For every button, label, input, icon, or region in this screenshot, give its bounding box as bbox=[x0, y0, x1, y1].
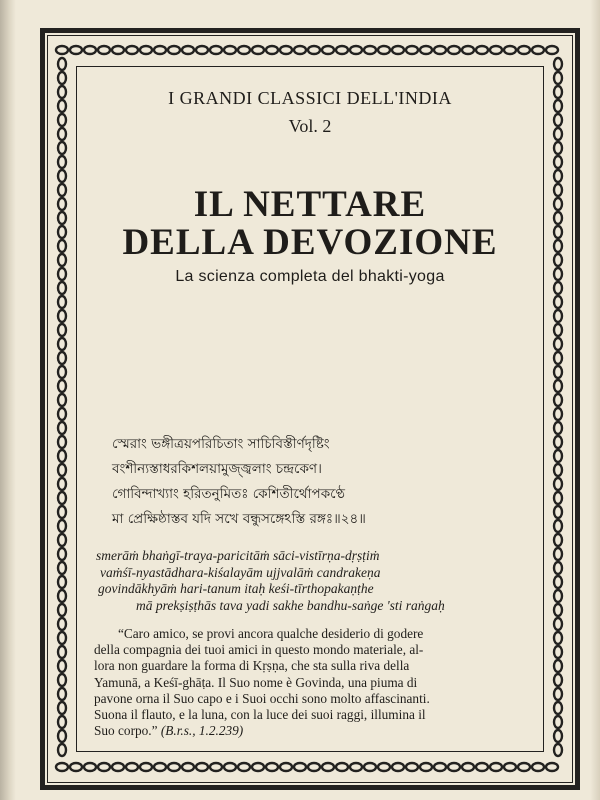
transliteration-line: govindākhyāṁ hari-tanum itaḥ keśi-tīrthopakaṇṭhe bbox=[98, 581, 374, 596]
chain-link bbox=[308, 46, 320, 54]
chain-link bbox=[554, 72, 562, 84]
chain-link bbox=[58, 492, 66, 504]
chain-link bbox=[434, 46, 446, 54]
chain-link bbox=[58, 72, 66, 84]
book-title-line-1: IL NETTARE bbox=[193, 184, 427, 225]
chain-link bbox=[58, 632, 66, 644]
chain-link bbox=[554, 604, 562, 616]
chain-link bbox=[58, 142, 66, 154]
bengali-verse bbox=[112, 432, 532, 532]
chain-link bbox=[58, 254, 66, 266]
chain-link bbox=[58, 184, 66, 196]
chain-link bbox=[554, 100, 562, 112]
chain-link bbox=[554, 58, 562, 70]
bengali-verse-line: বংশীন্যস্তাধরকিশলয়ামুজ্জ্বলাং চন্দ্রকেণ। bbox=[112, 461, 322, 477]
chain-link bbox=[554, 198, 562, 210]
chain-link bbox=[518, 46, 530, 54]
chain-link bbox=[58, 450, 66, 462]
chain-link bbox=[126, 46, 138, 54]
chain-link bbox=[126, 763, 138, 771]
chain-link bbox=[58, 352, 66, 364]
translation-line: lora non guardare la forma di Kṛṣṇa, che sta sulla riva della bbox=[94, 658, 410, 674]
chain-link bbox=[252, 46, 264, 54]
chain-link bbox=[518, 763, 530, 771]
chain-link bbox=[546, 46, 558, 54]
chain-link bbox=[554, 212, 562, 224]
chain-link bbox=[58, 380, 66, 392]
chain-link bbox=[84, 46, 96, 54]
chain-link bbox=[196, 763, 208, 771]
chain-link bbox=[378, 46, 390, 54]
chain-link bbox=[322, 46, 334, 54]
chain-link bbox=[58, 408, 66, 420]
chain-link bbox=[504, 763, 516, 771]
verse-reference: (B.r.s., 1.2.239) bbox=[160, 723, 244, 739]
chain-link bbox=[98, 763, 110, 771]
chain-link bbox=[554, 310, 562, 322]
chain-link bbox=[350, 763, 362, 771]
chain-link bbox=[56, 46, 68, 54]
bengali-verse-line: গোবিন্দাখ্যাং হরিতনুমিতঃ কেশিতীর্থোপকণ্ঠে bbox=[112, 486, 345, 502]
chain-link bbox=[554, 702, 562, 714]
bengali-verse-line: মা প্রেক্ষিষ্ঠাস্তব যদি সখে বন্ধুসঙ্গেঽস্তি রঙ্গঃ॥২৪॥ bbox=[112, 511, 366, 527]
chain-link bbox=[58, 576, 66, 588]
chain-link bbox=[554, 716, 562, 728]
chain-link bbox=[504, 46, 516, 54]
chain-link bbox=[58, 744, 66, 756]
chain-link bbox=[554, 226, 562, 238]
chain-link bbox=[58, 86, 66, 98]
chain-link bbox=[58, 520, 66, 532]
chain-link bbox=[168, 46, 180, 54]
chain-link bbox=[58, 338, 66, 350]
chain-link bbox=[58, 268, 66, 280]
chain-link bbox=[364, 763, 376, 771]
chain-link bbox=[554, 254, 562, 266]
chain-link bbox=[532, 763, 544, 771]
chain-link bbox=[238, 46, 250, 54]
chain-link bbox=[58, 114, 66, 126]
chain-link bbox=[490, 46, 502, 54]
chain-link bbox=[58, 604, 66, 616]
chain-link bbox=[58, 226, 66, 238]
chain-link bbox=[322, 763, 334, 771]
chain-link bbox=[58, 240, 66, 252]
chain-link bbox=[350, 46, 362, 54]
chain-link bbox=[58, 674, 66, 686]
chain-link bbox=[448, 763, 460, 771]
bengali-verse-line: স্মেরাং ভঙ্গীত্রয়পরিচিতাং সাচিবিস্তীর্ণদৃষ্টিং bbox=[112, 436, 330, 452]
chain-link bbox=[140, 763, 152, 771]
chain-link bbox=[266, 763, 278, 771]
transliteration-line: vaṁśī-nyastādhara-kiśalayām ujjvalāṁ candrakeṇa bbox=[100, 564, 381, 580]
chain-link bbox=[58, 590, 66, 602]
translation-line: Yamunā, a Keśī-ghāṭa. Il Suo nome è Govinda, una piuma di bbox=[94, 674, 418, 690]
chain-link bbox=[448, 46, 460, 54]
chain-link bbox=[70, 763, 82, 771]
chain-link bbox=[58, 394, 66, 406]
chain-link bbox=[58, 58, 66, 70]
chain-link bbox=[554, 114, 562, 126]
chain-link bbox=[58, 198, 66, 210]
chain-link bbox=[546, 763, 558, 771]
book-title bbox=[80, 186, 540, 262]
chain-link bbox=[58, 310, 66, 322]
chain-link bbox=[210, 46, 222, 54]
chain-link bbox=[58, 436, 66, 448]
volume-number: Vol. 2 bbox=[288, 116, 332, 136]
chain-link bbox=[182, 763, 194, 771]
chain-link bbox=[554, 240, 562, 252]
translation-line: della compagnia dei tuoi amici in questo mondo materiale, al- bbox=[94, 642, 424, 658]
chain-link bbox=[554, 646, 562, 658]
translation-last-line bbox=[94, 723, 512, 739]
chain-link bbox=[554, 422, 562, 434]
chain-link bbox=[308, 763, 320, 771]
chain-link bbox=[406, 46, 418, 54]
chain-link bbox=[554, 632, 562, 644]
chain-link bbox=[210, 763, 222, 771]
translation-line: “Caro amico, se provi ancora qualche desiderio di godere bbox=[118, 626, 424, 641]
chain-link bbox=[112, 763, 124, 771]
chain-link bbox=[196, 46, 208, 54]
chain-link bbox=[58, 534, 66, 546]
chain-link bbox=[58, 646, 66, 658]
chain-link bbox=[462, 46, 474, 54]
chain-link bbox=[554, 534, 562, 546]
chain-link bbox=[58, 548, 66, 560]
chain-link bbox=[554, 436, 562, 448]
chain-link bbox=[554, 184, 562, 196]
chain-link bbox=[182, 46, 194, 54]
chain-link bbox=[58, 100, 66, 112]
book-subtitle: La scienza completa del bhakti-yoga bbox=[175, 268, 445, 285]
chain-link bbox=[554, 170, 562, 182]
chain-link bbox=[554, 492, 562, 504]
chain-link bbox=[58, 324, 66, 336]
transliteration-line: mā prekṣiṣṭhās tava yadi sakhe bandhu-saṅge 'sti raṅgaḥ bbox=[136, 597, 445, 613]
chain-link bbox=[280, 763, 292, 771]
chain-link bbox=[58, 128, 66, 140]
chain-link bbox=[364, 46, 376, 54]
chain-link bbox=[420, 46, 432, 54]
chain-link bbox=[554, 366, 562, 378]
chain-link bbox=[154, 763, 166, 771]
chain-link bbox=[238, 763, 250, 771]
chain-link bbox=[58, 464, 66, 476]
chain-link bbox=[58, 478, 66, 490]
series-title: I GRANDI CLASSICI DELL'INDIA bbox=[168, 88, 452, 108]
book-title-line-2: DELLA DEVOZIONE bbox=[122, 222, 498, 263]
chain-link bbox=[462, 763, 474, 771]
chain-link bbox=[554, 142, 562, 154]
chain-link bbox=[280, 46, 292, 54]
chain-link bbox=[406, 763, 418, 771]
chain-link bbox=[392, 763, 404, 771]
chain-link bbox=[554, 674, 562, 686]
chain-link bbox=[554, 450, 562, 462]
chain-link bbox=[554, 156, 562, 168]
chain-link bbox=[554, 296, 562, 308]
chain-link bbox=[58, 716, 66, 728]
chain-link bbox=[58, 366, 66, 378]
chain-link bbox=[420, 763, 432, 771]
chain-link bbox=[252, 763, 264, 771]
chain-link bbox=[554, 660, 562, 672]
chain-link bbox=[58, 170, 66, 182]
chain-link bbox=[56, 763, 68, 771]
chain-link bbox=[58, 296, 66, 308]
chain-link bbox=[554, 352, 562, 364]
chain-link bbox=[554, 268, 562, 280]
chain-link bbox=[554, 576, 562, 588]
chain-link bbox=[554, 128, 562, 140]
chain-link bbox=[266, 46, 278, 54]
chain-link bbox=[58, 702, 66, 714]
chain-link bbox=[58, 156, 66, 168]
chain-link bbox=[58, 562, 66, 574]
chain-link bbox=[476, 763, 488, 771]
chain-link bbox=[378, 763, 390, 771]
chain-link bbox=[58, 688, 66, 700]
chain-link bbox=[554, 688, 562, 700]
chain-link bbox=[224, 763, 236, 771]
chain-link bbox=[476, 46, 488, 54]
chain-link bbox=[554, 744, 562, 756]
translation-line: Suona il flauto, e la luna, con la luce dei suoi raggi, illumina il bbox=[94, 707, 426, 723]
chain-link bbox=[554, 338, 562, 350]
chain-link bbox=[554, 282, 562, 294]
chain-link bbox=[98, 46, 110, 54]
chain-link bbox=[294, 763, 306, 771]
chain-link bbox=[70, 46, 82, 54]
chain-link bbox=[554, 562, 562, 574]
chain-link bbox=[168, 763, 180, 771]
chain-link bbox=[224, 46, 236, 54]
chain-link bbox=[554, 478, 562, 490]
chain-link bbox=[294, 46, 306, 54]
chain-link bbox=[336, 46, 348, 54]
chain-link bbox=[554, 380, 562, 392]
chain-link bbox=[140, 46, 152, 54]
chain-link bbox=[58, 422, 66, 434]
chain-link bbox=[554, 324, 562, 336]
verse-transliteration bbox=[96, 548, 536, 614]
chain-link bbox=[336, 763, 348, 771]
chain-link bbox=[58, 282, 66, 294]
chain-link bbox=[554, 590, 562, 602]
chain-link bbox=[490, 763, 502, 771]
chain-link bbox=[554, 408, 562, 420]
chain-link bbox=[434, 763, 446, 771]
transliteration-line: smerāṁ bhaṅgī-traya-paricitāṁ sāci-vistīrṇa-dṛṣṭiṁ bbox=[96, 548, 380, 563]
chain-link bbox=[58, 730, 66, 742]
chain-link bbox=[554, 618, 562, 630]
chain-link bbox=[554, 548, 562, 560]
chain-link bbox=[58, 618, 66, 630]
chain-link bbox=[532, 46, 544, 54]
chain-link bbox=[554, 520, 562, 532]
chain-link bbox=[154, 46, 166, 54]
chain-link bbox=[58, 212, 66, 224]
chain-link bbox=[58, 660, 66, 672]
chain-link bbox=[554, 730, 562, 742]
translation-line: Suo corpo.” bbox=[94, 723, 158, 739]
chain-link bbox=[554, 86, 562, 98]
chain-link bbox=[112, 46, 124, 54]
chain-link bbox=[58, 506, 66, 518]
chain-link bbox=[554, 506, 562, 518]
chain-link bbox=[554, 394, 562, 406]
chain-link bbox=[554, 464, 562, 476]
verse-translation bbox=[94, 626, 512, 739]
chain-link bbox=[84, 763, 96, 771]
translation-line: pavone orna il Suo capo e i Suoi occhi sono molto affascinanti. bbox=[94, 690, 430, 706]
chain-link bbox=[392, 46, 404, 54]
